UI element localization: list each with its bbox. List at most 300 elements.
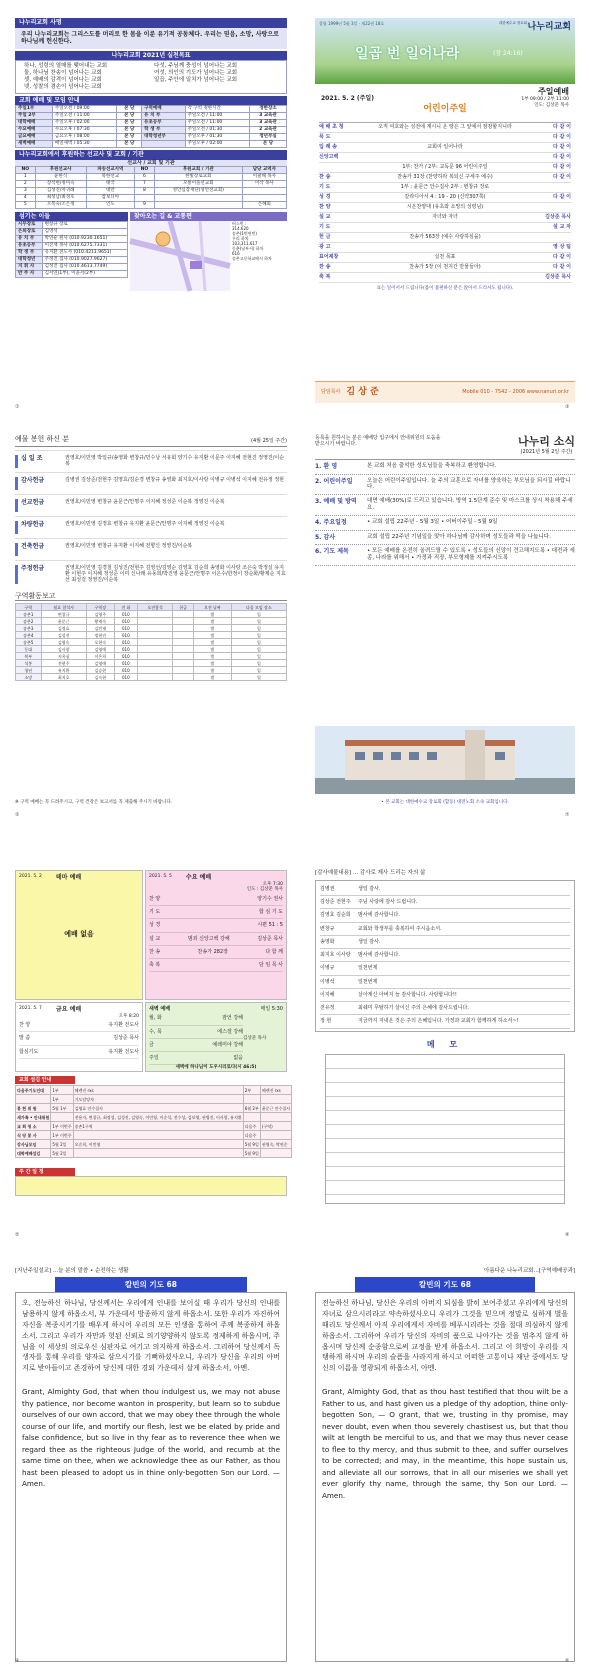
table-cell: 주정진 집사 (010.9027.9627) xyxy=(42,257,127,264)
thanks-name: 송영화 xyxy=(320,938,335,945)
friday-service-box xyxy=(15,1002,143,1072)
thanks-name: 김영효 김순희 xyxy=(320,912,351,919)
table-cell: 김성진/차귀례 xyxy=(35,187,86,194)
table-cell: 식 당 봉 사 xyxy=(16,1131,51,1140)
table-cell: 1부 xyxy=(51,1086,73,1095)
news-intro: 등록을 원하시는 분은 예배당 입구에서 안내위원의 도움을 받으시기 바랍니다. xyxy=(315,435,441,448)
news-item xyxy=(315,475,575,496)
page-schedule xyxy=(15,870,291,1230)
schedule-cell: 예레미야 강해 xyxy=(212,1041,243,1048)
table-row xyxy=(16,173,287,180)
table-cell xyxy=(173,632,194,639)
table-row xyxy=(16,106,287,113)
offering-category: 건축헌금 xyxy=(15,543,65,556)
theme-service-box xyxy=(15,870,143,1000)
table-cell xyxy=(260,1113,291,1122)
order-content: 자녀와 자녀 xyxy=(432,213,458,220)
table-cell: 은혜회 xyxy=(242,201,286,208)
bus-line: 송촌고등학교에서 하차 xyxy=(232,256,272,262)
service-name: 주일예배 xyxy=(538,87,569,96)
worship-heading: 교회 예배 및 모임 안내 xyxy=(15,96,287,106)
news-item xyxy=(315,460,575,475)
order-content: 갈라디아서 4 : 19 - 20 (신약307쪽) xyxy=(404,193,486,200)
table-cell: 5 xyxy=(16,201,36,208)
table-header-cell: 다음 모임 장소 xyxy=(231,604,286,611)
table-cell: 금요오후 / 08:00 xyxy=(52,134,116,141)
offering-names: 권영호/이민영 박일규/송영화 변창규/민수낭 서유회 양기수 유지환 이문주 이지혜 전현진 정영진/이순복 xyxy=(65,454,285,467)
thanks-row xyxy=(320,923,570,936)
schedule-row xyxy=(19,1019,139,1032)
news-heading: 1. 환 영 xyxy=(315,463,338,470)
table-cell: 대학청년부 xyxy=(142,134,185,141)
thanks-text: 범사에 감사합니다. xyxy=(358,912,400,919)
prayer-title: 칼빈의 기도 68 xyxy=(55,1277,247,1292)
order-row xyxy=(319,263,571,273)
thanks-text: 살아계신 아버지 늘 감사합니다. 사랑합니다!! xyxy=(358,991,457,998)
table-row xyxy=(16,250,128,257)
table-cell: 대학예배 xyxy=(16,120,53,127)
news-body: • 모든 예배를 온전히 올려드릴 수 있도록 • 성도들의 신앙이 견고해지도록 • 대전과 세종, 나라를 위해서 • 가정과 직장, 부모형제를 지켜주시도록 xyxy=(367,548,575,561)
page-offerings xyxy=(15,435,287,810)
schedule-cell: 찬 양 xyxy=(149,895,161,902)
service-times: 1부 09:00 / 2부 11:00 xyxy=(521,97,569,102)
table-cell: 별 xyxy=(193,667,231,674)
bus-line: 616 xyxy=(232,251,240,257)
table-cell: 주일오전 / 11:00 xyxy=(52,113,116,120)
order-content: 1부: 찬가 / 2부: 교독문 96 어린이주일 xyxy=(402,163,488,170)
staff-heading: 섬기는 이들 xyxy=(15,212,128,222)
prayer-english: Grant, Almighty God, that when thou indulgest us, we may not abuse thy patience, nor become wanton in prosperity, but learn so to subdue ourselves of our own accord, that we may obey thee through the whole course of our life, and mortify our flesh, lest we be elated by pride and false confidence, but so live in thy fear as to reverence thee when we regard thee as the righteous Judge of the world, and recumb at the same time on thee, when we acknowledge thee as our Father, as thou hast been pleased to adopt us in thine only-begotten Son our Lord. — Amen. xyxy=(22,1387,280,1489)
table-cell: 태국 xyxy=(86,180,135,187)
fri-heading: 금요 예배 xyxy=(55,1006,82,1013)
news-week: (2021년 5월 2일 주간) xyxy=(520,448,573,455)
offering-names: 권영호/이민영 변창규 윤문근/안명주 이지혜 정성준 이순복 정영진 이순복 xyxy=(65,498,225,505)
table-cell: (구역) xyxy=(260,1122,291,1131)
bus-info xyxy=(230,221,287,291)
table-cell xyxy=(73,1149,243,1158)
offering-category: 차량헌금 xyxy=(15,521,65,534)
table-cell: 6월 2부 xyxy=(244,1105,259,1111)
table-cell: 별 xyxy=(193,618,231,625)
table-cell xyxy=(173,653,194,660)
order-leader: 다 같 이 xyxy=(553,193,571,200)
table-cell: 입 xyxy=(231,653,286,660)
table-cell: 정한장소 xyxy=(250,106,287,113)
sermon-tag: [지난주일설교] ...늘 분의 말씀 • 순전하는 생활 xyxy=(15,1268,129,1274)
table-cell: 학 생 부 xyxy=(142,127,185,134)
table-cell: 청년부실 xyxy=(250,134,287,141)
schedule-cell: 다 함 께 xyxy=(265,948,283,955)
page-prayer-2 xyxy=(315,1268,575,1658)
order-content: 교회여 일어나라 xyxy=(427,143,463,150)
table-cell: 김승현 xyxy=(86,667,114,674)
table-row xyxy=(16,1149,292,1158)
order-leader: 김상준 목사 xyxy=(545,213,571,220)
table-cell: 북부 xyxy=(16,653,42,660)
schedule-row xyxy=(149,946,283,959)
table-cell: 010 xyxy=(114,667,137,674)
table-cell: 전용자, 변창규, 최정성, 김성진, 김영숙, 이민영, 이순석, 전수성, 김보영, 권병진, 이사랑, 유지환 xyxy=(74,1114,242,1120)
thanks-name: 최지호 이사랑 xyxy=(320,952,351,959)
wed-leader: 인도 : 김상준 목사 xyxy=(246,887,283,893)
table-cell: 박연순 원사 (010.9230.1651) xyxy=(42,236,127,243)
schedule-row xyxy=(149,1012,243,1025)
dawn-service-box xyxy=(145,1002,287,1072)
schedule-row xyxy=(19,1046,139,1059)
table-cell: 유초등부 xyxy=(16,243,43,250)
goals xyxy=(15,60,287,94)
news-item xyxy=(315,531,575,546)
table-cell: 별 xyxy=(193,674,231,681)
table-cell: 1부 이번주 xyxy=(52,1132,72,1138)
thanks-text: 생일 감사. xyxy=(358,938,381,945)
table-cell xyxy=(154,194,242,201)
schedule-cell: 합심기도 xyxy=(19,1048,39,1055)
table-cell: 오현숙 xyxy=(86,639,114,646)
table-cell: 7 xyxy=(135,180,155,187)
table-cell: 입 xyxy=(231,618,286,625)
news-body: 대면 예배(30%)로 드리고 있습니다. 방역 1.5단계 준수 및 마스크를 상시 착용해 주세요. xyxy=(367,498,573,512)
page-number: ⑧ xyxy=(565,1232,570,1238)
table-cell: 별 xyxy=(193,639,231,646)
table-cell: 본 당 xyxy=(250,141,287,148)
order-leader: 다 같 이 xyxy=(553,123,571,130)
prayer-title: 칼빈의 기도 68 xyxy=(355,1277,535,1292)
table-row xyxy=(16,141,287,148)
table-cell: 한빛장로교회 xyxy=(154,173,242,180)
order-leader: 영 상 팀 xyxy=(553,243,571,250)
order-content: 1부 : 윤문근 안수집사 2부 : 변창규 장로 xyxy=(400,183,490,190)
thanks-text: 범사에 감사합니다. xyxy=(358,952,400,959)
schedule-cell: 김상준 목사 xyxy=(113,1035,139,1042)
order-leader: 김상준 목사 xyxy=(545,273,571,280)
table-cell: 송촌1 xyxy=(16,611,42,618)
order-content: 찬송가 31장 (찬양하라 복되신 구세주 예수) xyxy=(397,173,493,180)
news-heading: 5. 감사 xyxy=(315,533,336,541)
table-cell: 입 xyxy=(231,667,286,674)
table-cell: 김사랑 xyxy=(41,646,86,653)
table-header-cell: 후원선교사 xyxy=(35,166,86,173)
report-table xyxy=(15,603,287,681)
goal-item: 하나, 성령의 열매를 맺어내는 교회 xyxy=(24,63,108,69)
table-cell: 김성진 xyxy=(41,632,86,639)
table-cell: 010 xyxy=(114,639,137,646)
table-cell: 별 xyxy=(193,660,231,667)
table-cell: 6 xyxy=(135,173,155,180)
table-cell: 지 휘 자 xyxy=(16,264,43,271)
goals-heading: 나누리교회 2021년 실천목표 xyxy=(15,51,287,61)
table-cell: 주일오후 / 01:30 xyxy=(185,134,249,141)
bus-line: 버스번 : xyxy=(232,221,247,227)
table-cell: 3 교육관 xyxy=(250,113,287,120)
table-cell: 동대 xyxy=(16,646,42,653)
table-cell: 입 xyxy=(231,660,286,667)
table-cell: 송촌1구역 xyxy=(73,1122,243,1131)
table-cell xyxy=(242,187,286,194)
memo-area[interactable] xyxy=(325,1054,565,1204)
thanks-name: 이병규 xyxy=(320,965,335,972)
fri-order xyxy=(19,1019,139,1059)
offering-title: 예물 봉헌 하신 분 xyxy=(15,435,70,443)
table-row xyxy=(16,639,287,646)
news-footer: • 본 교회는 대한예수교 장로회 (합동) 대전노회 소속 교회입니다. xyxy=(381,800,509,806)
table-cell xyxy=(137,660,172,667)
worship-table xyxy=(15,105,287,148)
news-item xyxy=(315,545,575,566)
table-row xyxy=(16,127,287,134)
thanks-list xyxy=(315,880,575,1032)
prayer-korean: 오, 전능하신 하나님, 당신께서는 우리에게 인내를 보이실 때 우리가 당신의 인내를 남용하지 않게 하옵소서, 부 가운데서 방종하지 않게 하옵소서. 또한 우리가 자진하여 자신을 복종시키기를 배우게 하시어 우리의 모든 인생을 통하여 주께 복종하게 하옵소서. 그리고 우리가 자만과 헛된 신뢰로 의기양양하지 않도록 정제하게 하옵시며, 주님을 이 세상의 의로우신 심판자로 여기고 의지하게 하옵소서. 그리하여 당신께서 독생자를 통해 우리를 양자로 삼으시기를 기뻐하셨사오니, 우리가 당신을 우리의 아버지로 받아들이고 존경하여 당신께 대한 경외 가운데서 살게 하옵소서, 아멘. xyxy=(22,1299,280,1373)
offering-category: 십 일 조 xyxy=(15,455,65,468)
order-label: 광 고 xyxy=(319,243,331,250)
wed-date: 2021. 5. 5 xyxy=(149,874,172,879)
table-cell xyxy=(243,1113,260,1122)
order-row xyxy=(319,153,571,163)
table-cell: 윤문근 xyxy=(41,618,86,625)
table-cell: 010 xyxy=(114,646,137,653)
schedule-row xyxy=(149,906,283,919)
table-row xyxy=(16,1086,292,1095)
table-cell: 반 주 자 xyxy=(16,271,43,278)
table-header-cell: 구역 xyxy=(16,604,42,611)
service-leader: 인도: 김상준 목사 xyxy=(534,102,569,108)
church-photo xyxy=(315,726,575,794)
table-header xyxy=(16,604,287,611)
schedule-row xyxy=(149,893,283,906)
table-cell: 010 xyxy=(114,674,137,681)
table-cell: 본 당 xyxy=(117,106,142,113)
theme-ref: (잠 24:16) xyxy=(493,50,523,57)
table-cell: 입 xyxy=(231,674,286,681)
offering-row xyxy=(15,560,287,588)
table-header-cell: 파송선교지역 xyxy=(86,166,135,173)
table-cell xyxy=(16,1095,51,1104)
table-cell: 010 xyxy=(114,653,137,660)
table-cell: 유초등부 xyxy=(142,120,185,127)
page-number: ④ xyxy=(15,1658,20,1664)
offering-row xyxy=(15,516,287,538)
order-of-service xyxy=(319,122,571,283)
wed-order xyxy=(149,893,283,973)
bus-line: 동춘(남부서) 하차 xyxy=(232,246,264,252)
schedule-cell: 성 경 xyxy=(149,922,161,929)
order-content: 실천 목표 xyxy=(434,253,456,260)
table-cell xyxy=(137,625,172,632)
table-cell: 주일오후 / 02:00 xyxy=(52,120,116,127)
info-table xyxy=(15,1085,292,1158)
table-cell: 유지환 전도사 (010.4211.9651) xyxy=(42,250,127,257)
order-row xyxy=(319,273,571,283)
table-cell: 3 교육관 xyxy=(250,120,287,127)
memo-heading: 메 모 xyxy=(426,1039,464,1049)
table-cell: 본 당 xyxy=(117,113,142,120)
table-cell xyxy=(137,653,172,660)
schedule-row xyxy=(149,933,283,946)
theme-heading: 테마 예배 xyxy=(55,874,82,881)
table-cell: 별 xyxy=(193,625,231,632)
table-cell xyxy=(137,618,172,625)
table-cell: 5월 9일 xyxy=(244,1150,259,1156)
table-cell: 이필해 목사 xyxy=(242,173,286,180)
schedule-row xyxy=(149,919,283,932)
table-cell: 1 xyxy=(16,173,36,180)
offering-category: 감사헌금 xyxy=(15,477,65,490)
table-cell: 별 xyxy=(193,646,231,653)
page-thanks xyxy=(315,870,575,1230)
thanks-row xyxy=(320,1015,570,1028)
schedule-cell: 에스겔 강해 xyxy=(217,1028,243,1035)
bus-line: 103,311,617 xyxy=(232,241,258,247)
thanks-row xyxy=(320,896,570,909)
contact-info: Mobile 010 - 7542 - 2006 www.nanuri.or.kr xyxy=(462,389,569,396)
table-header-cell: 담당 교역자 xyxy=(242,166,286,173)
table-cell xyxy=(51,1113,73,1122)
table-cell: 시무장로 xyxy=(16,222,43,229)
report-heading: 구역활동보고 xyxy=(15,592,287,602)
wed-heading: 수요 예배 xyxy=(185,874,212,881)
mission-support-heading: 나누리교회에서 후원하는 선교사 및 교회 / 기관 xyxy=(15,150,287,160)
table-header-cell: NO xyxy=(135,166,155,173)
table-row xyxy=(16,264,128,271)
schedule-cell: 말 씀 xyxy=(19,1035,31,1042)
weekly-heading: 주 간 일 정 xyxy=(15,1168,75,1176)
dawn-time: 매일 5:30 xyxy=(260,1006,283,1012)
table-cell: 금요예배 xyxy=(16,134,53,141)
thanks-text: 지금까지 지내온 것은 주의 은혜입니다. 가정과 교회가 함께하게 하소서~! xyxy=(358,1018,519,1025)
table-cell: 김영애 xyxy=(86,660,114,667)
info-heading: 교회 섬김 안내 xyxy=(15,1076,75,1084)
offering-row xyxy=(15,494,287,516)
thanks-row xyxy=(320,909,570,922)
table-cell xyxy=(173,646,194,653)
table-cell xyxy=(173,674,194,681)
table-header-cell: 월요 참석자 xyxy=(41,604,86,611)
table-cell: 각 구역 정한시간 xyxy=(185,106,249,113)
table-cell: 010 xyxy=(114,625,137,632)
news-item xyxy=(315,516,575,531)
order-label: 찬 양 xyxy=(319,203,331,210)
sub-theme: 어린이주일 xyxy=(423,104,467,115)
offering-row xyxy=(15,538,287,560)
table-cell: 북한선교 xyxy=(86,173,135,180)
table-cell: 정현진 xyxy=(86,632,114,639)
table-cell: 입 xyxy=(231,646,286,653)
prayer-korean: 전능하신 하나님, 당신은 우리의 아버지 되심을 밝히 보여주셨고 우리에게 당신의 자녀로 삼으시리라고 약속하셨사오니 우리가 그것을 믿으며 정말로 심하게 벌을 때리도 당신께서 아직 우리에게서 자비를 베푸시리라는 것을 절대 의심하지 않게 하옵소서. 그리하여 우리가 당신의 자비의 품으로 나아가는 것을 멈추지 않게 하옵시며 당신께 순종함으로써 교정을 받게 하옵소서. 그리고 이 희망이 우리를 지탱하게 하시며 우리의 슬픔을 사라지게 하시고 어떠한 고통이나 재난 중에서도 당신의 이름을 영광되게 하옵소서, 아멘. xyxy=(322,1299,568,1373)
offering-row xyxy=(15,450,287,472)
goal-item: 셋, 예배의 감격이 넘어나는 교회 xyxy=(24,76,102,83)
table-cell: 010 xyxy=(114,660,137,667)
schedule-cell: 유지환 전도사 xyxy=(108,1048,139,1055)
order-row xyxy=(319,243,571,253)
table-cell: 주일오전 / 11:00 xyxy=(185,120,249,127)
order-content: 오직 여호와는 성전에 계시니 온 땅은 그 앞에서 잠잠할지니라 xyxy=(378,123,512,130)
table-cell: 오복숙/조은정 xyxy=(35,201,86,208)
table-cell xyxy=(173,639,194,646)
thanks-name: 정 현 xyxy=(320,1018,332,1025)
table-cell: 주일오전 / 09:00 xyxy=(52,106,116,113)
table-cell xyxy=(260,1131,291,1140)
table-cell: 다음주 xyxy=(243,1122,260,1131)
news-body: 교회 설립 22주년 기념일을 맞아 하나님께 감사하며 성도들과 떡을 나눕니다. xyxy=(367,533,551,540)
table-cell: 주일오후 / 02:00 xyxy=(185,141,249,148)
map-image xyxy=(130,221,230,291)
lesson-tag: 아름다운 나누리교회...[구역예배공과] xyxy=(484,1268,575,1274)
staff-table xyxy=(15,221,128,278)
table-cell: 유지환 xyxy=(41,667,86,674)
table-row xyxy=(16,1095,292,1104)
thanks-name: 전유정 xyxy=(320,1005,335,1012)
table-cell: 5월 2일 xyxy=(51,1149,73,1158)
table-cell: 송촌2 xyxy=(16,618,42,625)
pastor-name: 김 상 준 xyxy=(346,386,379,397)
table-row xyxy=(16,180,287,187)
table-cell: 유 치 부 xyxy=(142,113,185,120)
page-news xyxy=(315,435,575,810)
table-row xyxy=(16,611,287,618)
bus-line: 우리 하차 xyxy=(232,236,249,242)
goal-item: 둘, 하나님 찬송이 넘어나는 교회 xyxy=(24,69,102,76)
thanks-text: 생일 감사. xyxy=(358,885,381,892)
table-cell: 변창규 장로 xyxy=(42,222,127,229)
table-cell: 유 치 부 xyxy=(16,236,43,243)
table-cell xyxy=(173,625,194,632)
table-cell: 본 당 xyxy=(117,134,142,141)
news-heading: 2. 어린이주일 xyxy=(315,477,353,485)
table-cell: 다음주기도인대 xyxy=(16,1086,51,1095)
table-cell: 김영효 안수집사 xyxy=(73,1104,243,1113)
table-cell: 본 당 xyxy=(117,141,142,148)
table-cell: 주일오전 / 11:00 xyxy=(185,113,249,120)
table-row xyxy=(16,194,287,201)
order-row xyxy=(319,133,571,143)
schedule-row xyxy=(149,1026,243,1039)
news-heading: 4. 주요일정 xyxy=(315,519,347,526)
table-cell xyxy=(137,632,172,639)
table-cell: 새가족 • 안내위원 xyxy=(17,1114,50,1120)
order-label: 찬 송 xyxy=(319,263,331,270)
goal-item: 넷, 성찰의 겸손이 넘어나는 교회 xyxy=(24,83,102,90)
table-cell: 본 당 xyxy=(117,127,142,134)
map-heading: 찾아오는 길 & 교통편 xyxy=(130,212,287,222)
order-label: 표어제창 xyxy=(319,253,339,260)
table-cell xyxy=(173,660,194,667)
page-number: ⑥ xyxy=(565,1658,570,1664)
table-cell: 황재숙 xyxy=(86,618,114,625)
order-leader: 다 같 이 xyxy=(553,253,571,260)
order-content: 찬송가 5장 (이 천지간 만물들아) xyxy=(409,263,481,270)
table-cell xyxy=(137,667,172,674)
table-row xyxy=(16,113,287,120)
offering-week: (4월 25일 주간) xyxy=(251,437,287,444)
thanks-row xyxy=(320,962,570,975)
page-cover xyxy=(315,18,575,403)
table-cell: 김서연(1부), 이윤서(2부) xyxy=(42,271,127,278)
table-cell: 이은희 xyxy=(86,653,114,660)
bulletin-number: 창립 1999년 5월 3일 · 제22권 18호 xyxy=(319,21,385,26)
table-cell: 송촌5 xyxy=(16,639,42,646)
thanks-row xyxy=(320,976,570,989)
table-cell: 새벽예배 xyxy=(16,141,53,148)
table-cell: 대학청년 xyxy=(16,257,43,264)
order-leader: 다 같 이 xyxy=(553,143,571,150)
table-row xyxy=(16,1122,292,1131)
table-cell xyxy=(137,646,172,653)
thanks-name: 이병석 xyxy=(320,978,335,985)
table-cell: 김영주 xyxy=(86,611,114,618)
page-number: ② xyxy=(15,812,20,818)
mission-text: 우리 나누리교회는 그리스도를 머리로 한 몸을 이룬 유기적 공동체다. 우리는 믿음, 소망, 사랑으로 하나님께 헌신한다. xyxy=(15,28,287,49)
schedule-cell: 시편 51 : 5 xyxy=(257,922,283,929)
